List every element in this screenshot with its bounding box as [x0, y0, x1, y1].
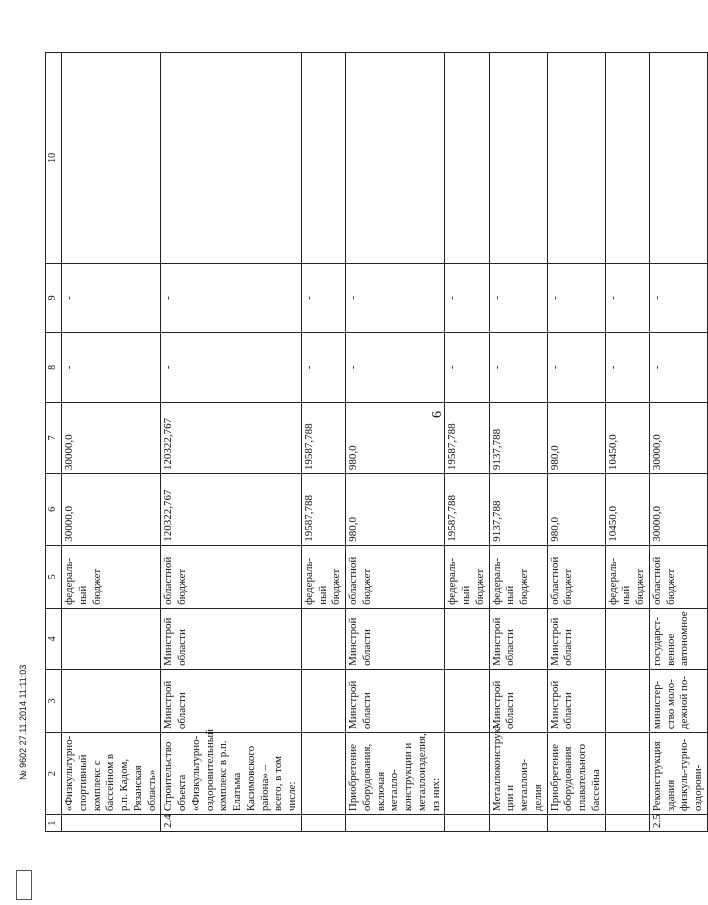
table-cell-c4: Минстрой области — [346, 608, 445, 669]
table-cell-c3 — [301, 669, 345, 732]
table-cell-c7: 120322,767 — [161, 402, 302, 474]
table-cell-c2: «Физкультурно-спортивный комплекс с бассейном в р.п. Кадом, Рязанская область» — [62, 733, 161, 815]
table-cell-c9: - — [62, 263, 161, 332]
table-cell-c2: Приобретение оборудования плавательного бассейна — [547, 733, 605, 815]
table-cell-c4: государст-венное автономное — [649, 608, 707, 669]
table-cell-c10 — [489, 53, 547, 264]
table-cell-c7: 19587,788 — [445, 402, 489, 474]
table-cell-c10 — [161, 53, 302, 264]
table-cell-c10 — [547, 53, 605, 264]
table-row — [301, 53, 345, 832]
table-cell-c1 — [62, 815, 161, 832]
table-cell-c6: 19587,788 — [301, 474, 345, 546]
table-cell-c3: Минстрой области — [161, 669, 302, 732]
table-cell-c10 — [62, 53, 161, 264]
header-cell: 9 — [46, 263, 62, 332]
table-row — [605, 53, 649, 832]
table-cell-c3 — [445, 669, 489, 732]
table-cell-c6: 30000,0 — [649, 474, 707, 546]
table-row — [649, 53, 707, 832]
table-cell-c8: - — [649, 333, 707, 402]
table-row — [445, 53, 489, 832]
table-cell-c9: - — [605, 263, 649, 332]
table-cell-c9: - — [346, 263, 445, 332]
table-cell-c6: 120322,767 — [161, 474, 302, 546]
budget-table — [45, 52, 708, 832]
document-stamp-text: № 9602 27.11.2014 11:11:03 — [18, 664, 28, 780]
header-cell: 8 — [46, 333, 62, 402]
table-cell-c5: федераль-ный бюджет — [301, 545, 345, 608]
table-cell-c9: - — [547, 263, 605, 332]
table-cell-c3 — [605, 669, 649, 732]
table-cell-c5: федераль-ный бюджет — [489, 545, 547, 608]
table-cell-c10 — [301, 53, 345, 264]
table-cell-c6: 980,0 — [346, 474, 445, 546]
table-cell-c1 — [489, 815, 547, 832]
table-cell-c5: областной бюджет — [547, 545, 605, 608]
table-cell-c5: областной бюджет — [161, 545, 302, 608]
table-cell-c3: Минстрой области — [489, 669, 547, 732]
table-cell-c2: Приобретение оборудования, включая металло-конструкции и металлоизделия, из них: — [346, 733, 445, 815]
header-cell: 7 — [46, 402, 62, 474]
table-cell-c1 — [346, 815, 445, 832]
table-cell-c10 — [346, 53, 445, 264]
table-cell-c2: Металлоконструк-ции и металлоиз-делия — [489, 733, 547, 815]
table-cell-c4: Минстрой области — [161, 608, 302, 669]
table-row — [489, 53, 547, 832]
table-cell-c6: 30000,0 — [62, 474, 161, 546]
table-cell-c8: - — [161, 333, 302, 402]
header-cell: 10 — [46, 53, 62, 264]
table-cell-c7: 30000,0 — [649, 402, 707, 474]
table-cell-c2 — [445, 733, 489, 815]
table-cell-c9: - — [649, 263, 707, 332]
header-row — [46, 53, 62, 832]
table-cell-c1 — [547, 815, 605, 832]
table-cell-c2 — [605, 733, 649, 815]
table-cell-c3: Минстрой области — [547, 669, 605, 732]
table-cell-c3: министер-ство моло-дежной по- — [649, 669, 707, 732]
table-cell-c8: - — [62, 333, 161, 402]
table-cell-c3 — [62, 669, 161, 732]
table-cell-c4: Минстрой области — [547, 608, 605, 669]
header-cell: 2 — [46, 733, 62, 815]
table-cell-c9: - — [445, 263, 489, 332]
table-cell-c9: - — [161, 263, 302, 332]
rotated-table-area — [45, 52, 704, 832]
table-cell-c7: 980,0 — [547, 402, 605, 474]
header-cell: 3 — [46, 669, 62, 732]
table-cell-c3: Минстрой области — [346, 669, 445, 732]
table-cell-c6: 10450,0 — [605, 474, 649, 546]
page-number: 6 — [430, 411, 445, 418]
table-cell-c7: 9137,788 — [489, 402, 547, 474]
table-cell-c2: Строительство объекта «Физкультурно-оздоровительный комплекс в р.п. Елатьма Касимовского района» – всего, в том числе: — [161, 733, 302, 815]
table-cell-c5: федераль-ный бюджет — [62, 545, 161, 608]
header-cell: 5 — [46, 545, 62, 608]
table-cell-c9: - — [301, 263, 345, 332]
table-cell-c1: 2.4 — [161, 815, 302, 832]
table-cell-c10 — [605, 53, 649, 264]
table-cell-c1 — [301, 815, 345, 832]
table-cell-c1: 2.5 — [649, 815, 707, 832]
table-row — [547, 53, 605, 832]
header-cell: 4 — [46, 608, 62, 669]
table-cell-c5: областной бюджет — [346, 545, 445, 608]
table-cell-c5: федераль-ный бюджет — [605, 545, 649, 608]
table-cell-c10 — [445, 53, 489, 264]
table-cell-c2 — [301, 733, 345, 815]
table-cell-c7: 30000,0 — [62, 402, 161, 474]
table-cell-c4 — [62, 608, 161, 669]
table-cell-c6: 980,0 — [547, 474, 605, 546]
table-cell-c6: 19587,788 — [445, 474, 489, 546]
table-cell-c1 — [445, 815, 489, 832]
table-cell-c5: федераль-ный бюджет — [445, 545, 489, 608]
table-cell-c9: - — [489, 263, 547, 332]
table-row — [161, 53, 302, 832]
table-cell-c8: - — [346, 333, 445, 402]
table-cell-c4 — [445, 608, 489, 669]
table-cell-c8: - — [605, 333, 649, 402]
table-cell-c10 — [649, 53, 707, 264]
table-cell-c4: Минстрой области — [489, 608, 547, 669]
table-cell-c8: - — [547, 333, 605, 402]
table-cell-c4 — [301, 608, 345, 669]
table-cell-c7: 10450,0 — [605, 402, 649, 474]
table-cell-c2: Реконструкция здания физкуль-турно-оздорови- — [649, 733, 707, 815]
header-cell: 6 — [46, 474, 62, 546]
table-cell-c6: 9137,788 — [489, 474, 547, 546]
table-cell-c8: - — [301, 333, 345, 402]
header-cell: 1 — [46, 815, 62, 832]
table-row — [62, 53, 161, 832]
table-cell-c5: областной бюджет — [649, 545, 707, 608]
table-cell-c7: 980,0 — [346, 402, 445, 474]
table-row — [346, 53, 445, 832]
table-cell-c7: 19587,788 — [301, 402, 345, 474]
table-cell-c8: - — [489, 333, 547, 402]
table-cell-c4 — [605, 608, 649, 669]
registration-stamp-icon — [16, 870, 32, 900]
table-cell-c1 — [605, 815, 649, 832]
table-cell-c8: - — [445, 333, 489, 402]
